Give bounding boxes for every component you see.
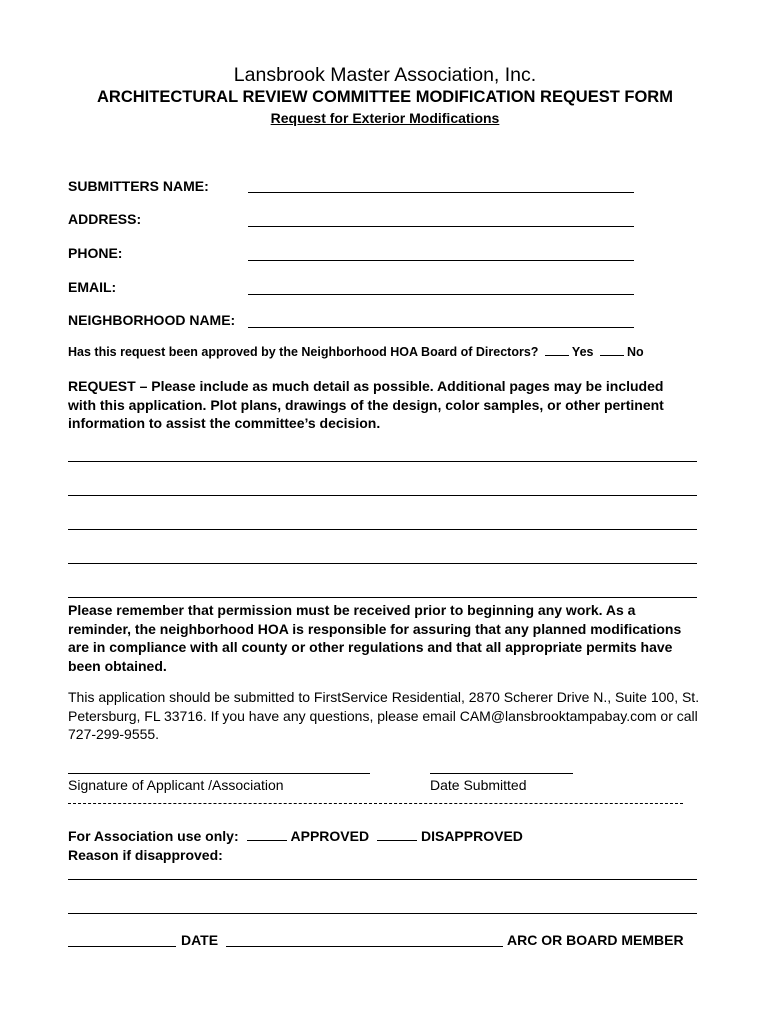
- address-line[interactable]: [248, 226, 634, 227]
- form-title: ARCHITECTURAL REVIEW COMMITTEE MODIFICATION REQUEST FORM: [97, 88, 673, 106]
- phone-line[interactable]: [248, 260, 634, 261]
- address-label: ADDRESS:: [68, 211, 142, 227]
- email-line[interactable]: [248, 294, 634, 295]
- request-line[interactable]: [68, 529, 697, 530]
- member-initials-line[interactable]: [68, 946, 176, 947]
- submitter-name-label: SUBMITTERS NAME:: [68, 178, 209, 194]
- disapproved-blank[interactable]: [377, 840, 417, 841]
- disapproved-label: DISAPPROVED: [420, 828, 523, 844]
- signature-line[interactable]: [68, 773, 370, 774]
- reason-line[interactable]: [68, 913, 697, 914]
- phone-label: PHONE:: [68, 245, 123, 261]
- form-subtitle: Request for Exterior Modifications: [270, 110, 500, 126]
- association-use-label: For Association use only:: [68, 828, 239, 844]
- request-instructions: REQUEST – Please include as much detail as possible. Additional pages may be included with this application. Plot plans, drawings of the design, color samples, or other pertinent information to assist the committee’s decision.: [68, 378, 664, 431]
- date-line[interactable]: [226, 946, 503, 947]
- email-label: EMAIL:: [68, 279, 117, 295]
- submitter-name-line[interactable]: [248, 192, 634, 193]
- yes-label: Yes: [571, 345, 594, 359]
- request-line[interactable]: [68, 461, 697, 462]
- reason-line[interactable]: [68, 879, 697, 880]
- neighborhood-name-label: NEIGHBORHOOD NAME:: [68, 312, 236, 328]
- cut-separator: [68, 803, 683, 804]
- approval-question: [68, 345, 644, 359]
- org-title: Lansbrook Master Association, Inc.: [233, 64, 537, 86]
- neighborhood-name-line[interactable]: [248, 327, 634, 328]
- member-label: ARC OR BOARD MEMBER: [507, 932, 684, 948]
- no-blank[interactable]: [600, 355, 624, 356]
- submission-info: This application should be submitted to FirstService Residential, 2870 Scherer Drive N., Suite 100, St. Petersburg, FL 33716. If you have any questions, please email CAM@lansbrooktampabay.com or call 727-299-9555.: [68, 689, 700, 742]
- approved-label: APPROVED: [290, 828, 370, 844]
- approval-question-text: Has this request been approved by the Neighborhood HOA Board of Directors?: [68, 345, 539, 359]
- no-label: No: [626, 345, 644, 359]
- request-line[interactable]: [68, 495, 697, 496]
- date-submitted-label: Date Submitted: [430, 777, 527, 793]
- date-label: DATE: [181, 932, 219, 948]
- yes-blank[interactable]: [545, 355, 569, 356]
- approved-blank[interactable]: [247, 840, 287, 841]
- signature-label: Signature of Applicant /Association: [68, 777, 284, 793]
- date-submitted-line[interactable]: [430, 773, 573, 774]
- reason-label: Reason if disapproved:: [68, 847, 223, 863]
- request-line[interactable]: [68, 597, 697, 598]
- request-line[interactable]: [68, 563, 697, 564]
- permission-notice: Please remember that permission must be received prior to beginning any work. As a reminder, the neighborhood HOA is responsible for assuring that any planned modifications are in compliance with all county or other regulations and that all appropriate permits have been obtained.: [68, 602, 682, 674]
- association-use: [68, 828, 523, 844]
